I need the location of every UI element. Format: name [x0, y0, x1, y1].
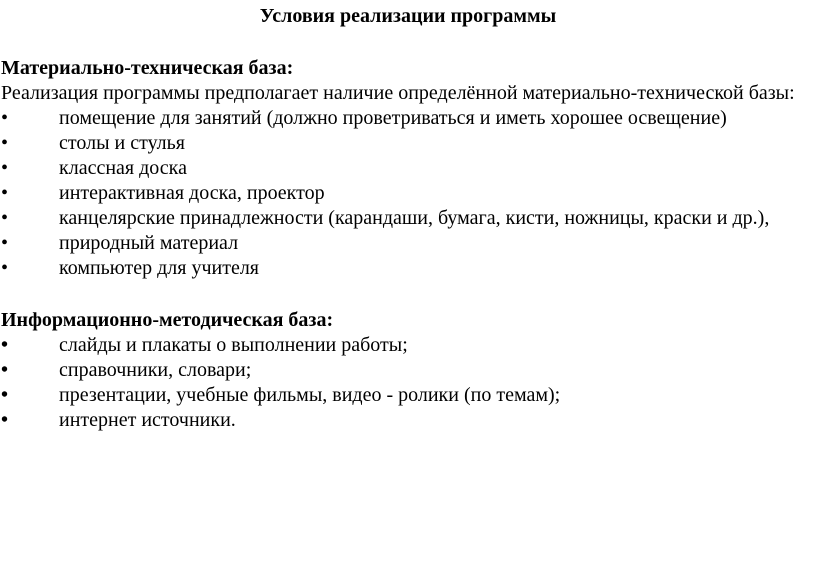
list-item: [1, 106, 815, 131]
section-heading: Информационно-методическая база:: [1, 309, 334, 331]
list-item-text: классная доска: [59, 157, 187, 179]
section-material-base: [1, 56, 815, 281]
blank-line: [1, 29, 815, 54]
bullet-icon: •: [1, 409, 9, 431]
section-heading: Материально-техническая база:: [1, 57, 294, 79]
list-item-text: компьютер для учителя: [59, 257, 260, 279]
list-item-text: помещение для занятий (должно проветриваться и иметь хорошее освещение): [59, 107, 727, 129]
list-item-text: презентации, учебные фильмы, видео - ролики (по темам);: [59, 384, 561, 406]
list-item: [1, 156, 815, 181]
bullet-icon: •: [1, 207, 9, 229]
bullet-icon: •: [1, 182, 9, 204]
list-item: [1, 333, 815, 358]
section-information-base: [1, 308, 815, 433]
list-item-text: справочники, словари;: [59, 359, 252, 381]
list-item: [1, 131, 815, 156]
bullet-icon: •: [1, 157, 9, 179]
bullet-icon: •: [1, 257, 9, 279]
page-title: Условия реализации программы: [259, 5, 557, 27]
list-item: [1, 181, 815, 206]
blank-line: [1, 281, 815, 306]
bullet-icon: •: [1, 232, 9, 254]
document-page: [0, 4, 816, 588]
list-item-text: столы и стулья: [59, 132, 185, 154]
list-item: [1, 206, 815, 231]
list-item: [1, 408, 815, 433]
list-item-text: канцелярские принадлежности (карандаши, бумага, кисти, ножницы, краски и др.),: [59, 207, 770, 229]
list-item-text: интернет источники.: [59, 409, 236, 431]
bullet-icon: •: [1, 107, 9, 129]
bullet-icon: •: [1, 384, 9, 406]
bullet-icon: •: [1, 132, 9, 154]
list-item: [1, 256, 815, 281]
list-item: [1, 383, 815, 408]
list-item: [1, 358, 815, 383]
list-item-text: природный материал: [59, 232, 239, 254]
bullet-list: [1, 106, 815, 281]
bullet-icon: •: [1, 359, 9, 381]
list-item-text: слайды и плакаты о выполнении работы;: [59, 334, 408, 356]
list-item-text: интерактивная доска, проектор: [59, 182, 325, 204]
list-item: [1, 231, 815, 256]
intro-paragraph: Реализация программы предполагает наличие определённой материально-технической базы:: [1, 82, 795, 104]
bullet-list: [1, 333, 815, 433]
bullet-icon: •: [1, 334, 9, 356]
